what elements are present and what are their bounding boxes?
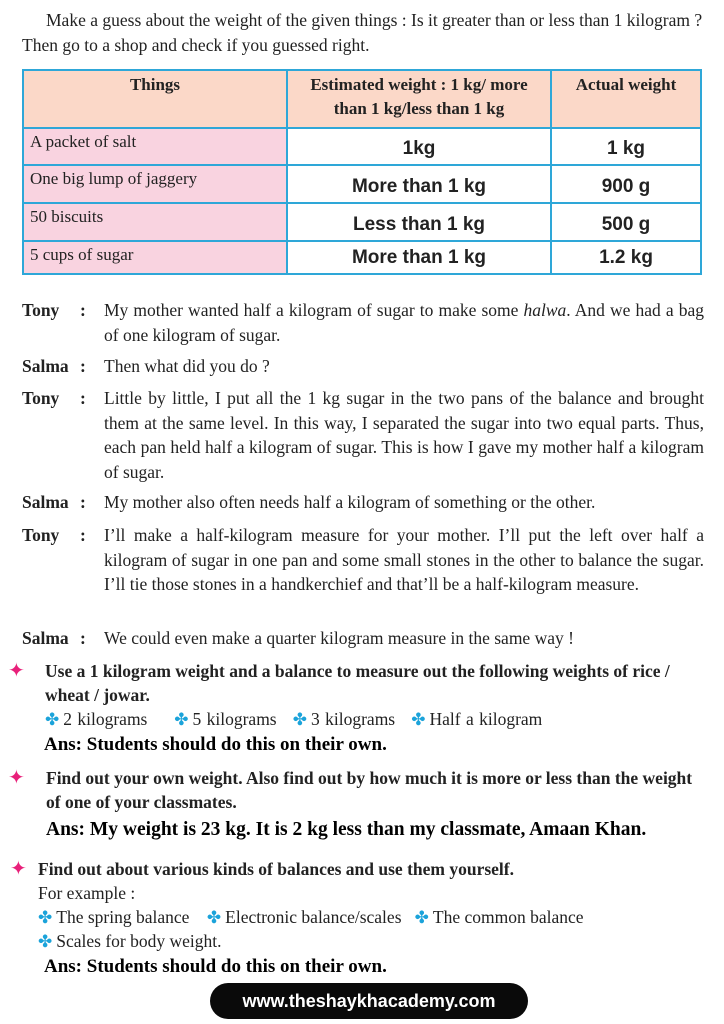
clover-bullet-icon: ✤ bbox=[411, 710, 426, 729]
clover-bullet-icon: ✤ bbox=[38, 908, 53, 927]
q3-options bbox=[38, 905, 708, 930]
dialogue-line bbox=[22, 626, 704, 651]
colon: : bbox=[80, 300, 86, 320]
option: 5 kilograms bbox=[192, 709, 277, 729]
cell-thing: 50 biscuits bbox=[23, 203, 287, 241]
colon: : bbox=[80, 388, 86, 408]
colon: : bbox=[80, 356, 86, 376]
dialogue-line bbox=[22, 298, 704, 347]
cell-thing: A packet of salt bbox=[23, 128, 287, 165]
header-estimated: Estimated weight : 1 kg/ more than 1 kg/less than 1 kg bbox=[287, 70, 551, 128]
cell-thing: 5 cups of sugar bbox=[23, 241, 287, 274]
dialogue-text: Then what did you do ? bbox=[104, 356, 270, 376]
table-row bbox=[23, 241, 701, 274]
diamond-bullet-icon: ✦ bbox=[8, 767, 25, 789]
dialogue-line bbox=[22, 523, 704, 597]
intro-text: Make a guess about the weight of the given things : Is it greater than or less than 1 kilogram ? Then go to a shop and check if you guessed right. bbox=[22, 10, 703, 55]
dialogue-text: We could even make a quarter kilogram measure in the same way ! bbox=[104, 628, 574, 648]
cell-actual: 1 kg bbox=[551, 128, 701, 165]
option: 3 kilograms bbox=[311, 709, 396, 729]
diamond-bullet-icon: ✦ bbox=[10, 858, 27, 880]
text-part: . And we had a bag of one kilogram of sugar. bbox=[104, 300, 704, 345]
speaker: Salma bbox=[22, 628, 69, 648]
header-things: Things bbox=[23, 70, 287, 128]
dialogue-text: My mother also often needs half a kilogram of something or the other. bbox=[104, 492, 596, 512]
text-part: My mother wanted half a kilogram of sugar to make some bbox=[104, 300, 524, 320]
option: The common balance bbox=[432, 907, 584, 927]
question-1: Use a 1 kilogram weight and a balance to measure out the following weights of rice / wheat / jowar. bbox=[45, 661, 670, 705]
answer-1: Ans: Students should do this on their own. bbox=[44, 734, 387, 755]
option: Electronic balance/scales bbox=[225, 907, 402, 927]
speaker: Tony bbox=[22, 525, 60, 545]
dialogue-text: I’ll make a half-kilogram measure for your mother. I’ll put the left over half a kilogram of sugar in one pan and some small stones in the other to balance the sugar. I’ll tie those stones in a handkerchief and that’ll be a half-kilogram measure. bbox=[104, 525, 704, 594]
speaker: Salma bbox=[22, 492, 69, 512]
clover-bullet-icon: ✤ bbox=[206, 908, 222, 927]
speaker: Tony bbox=[22, 388, 60, 408]
clover-bullet-icon: ✤ bbox=[292, 710, 307, 729]
table-row bbox=[23, 203, 701, 241]
clover-bullet-icon: ✤ bbox=[45, 710, 60, 729]
weight-table bbox=[22, 69, 702, 275]
website-link[interactable]: www.theshaykhacademy.com bbox=[210, 983, 528, 1019]
cell-actual: 900 g bbox=[551, 165, 701, 203]
clover-bullet-icon: ✤ bbox=[174, 710, 189, 729]
option: 2 kilograms bbox=[63, 709, 148, 729]
cell-actual: 500 g bbox=[551, 203, 701, 241]
cell-estimate: Less than 1 kg bbox=[287, 203, 551, 241]
cell-estimate: 1kg bbox=[287, 128, 551, 165]
table-row bbox=[23, 128, 701, 165]
dialogue-line bbox=[22, 490, 704, 515]
speaker: Salma bbox=[22, 356, 69, 376]
dialogue-line bbox=[22, 354, 704, 379]
colon: : bbox=[80, 492, 86, 512]
cell-estimate: More than 1 kg bbox=[287, 241, 551, 274]
emphasis: halwa bbox=[523, 300, 567, 320]
option: Half a kilogram bbox=[429, 709, 543, 729]
table-row bbox=[23, 165, 701, 203]
table-header bbox=[23, 70, 701, 128]
answer-3: Ans: Students should do this on their own. bbox=[44, 956, 387, 977]
diamond-bullet-icon: ✦ bbox=[8, 660, 25, 682]
q3-options-2 bbox=[38, 929, 222, 954]
question-2: Find out your own weight. Also find out by how much it is more or less than the weight of one of your classmates. bbox=[46, 768, 693, 812]
cell-actual: 1.2 kg bbox=[551, 241, 701, 274]
answer-2: Ans: My weight is 23 kg. It is 2 kg less than my classmate, Amaan Khan. bbox=[46, 819, 647, 840]
header-actual: Actual weight bbox=[551, 70, 701, 128]
dialogue-text: Little by little, I put all the 1 kg sugar in the two pans of the balance and brought them at the same level. In this way, I separated the sugar into two equal parts. Thus, each pan held half a kilogram of sugar. This is how I gave my mother half a kilogram of sugar. bbox=[104, 388, 704, 482]
dialogue-line bbox=[22, 386, 704, 484]
dialogue-text bbox=[104, 298, 704, 347]
colon: : bbox=[80, 525, 86, 545]
option: The spring balance bbox=[56, 907, 190, 927]
colon: : bbox=[80, 628, 86, 648]
clover-bullet-icon: ✤ bbox=[414, 908, 429, 927]
q1-options bbox=[45, 707, 705, 732]
clover-bullet-icon: ✤ bbox=[38, 932, 53, 951]
speaker: Tony bbox=[22, 300, 60, 320]
cell-thing: One big lump of jaggery bbox=[23, 165, 287, 203]
option: Scales for body weight. bbox=[56, 931, 222, 951]
for-example: For example : bbox=[38, 883, 136, 903]
question-3: Find out about various kinds of balances and use them yourself. bbox=[38, 859, 514, 879]
cell-estimate: More than 1 kg bbox=[287, 165, 551, 203]
